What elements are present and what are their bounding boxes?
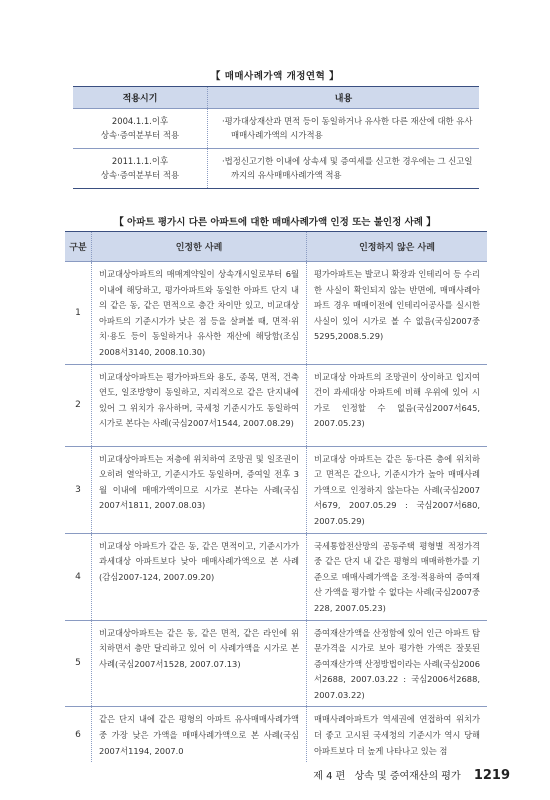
page-number: 1219 <box>473 768 510 783</box>
rejected-case <box>307 707 488 763</box>
row-number: 5 <box>65 620 92 707</box>
rejected-case: 비교대상 아파트는 같은 동·다른 층에 위치하고 면적은 같으나, 기준시가가 높아 매매사례가액으로 인정하지 않는다는 사례(국심2007서679, 2007.05.29 : 국심2007서680, 2007.05.29) <box>307 446 488 533</box>
accepted-case: 비교대상 아파트가 같은 동, 같은 면적이고, 기준시가가 과세대상 아파트보다 낮아 매매사례가액으로 본 사례(감심2007-124, 2007.09.20) <box>92 533 307 620</box>
column-header-period: 적용시기 <box>73 87 208 109</box>
rejected-case: 국세통합전산망의 공동주택 평형별 적정가격 중 같은 단지 내 같은 평형의 매매하한가를 기준으로 매매사례가액을 조정·적용하여 증여재산 가액을 평가할 수 없다는 사례(국심2007중228, 2007.05.23) <box>307 533 488 620</box>
rejected-case: 비교대상 아파트의 조망권이 상이하고 입지여건이 과세대상 아파트에 비해 우위에 있어 시가로 인정할 수 없음(국심2007서645, 2007.05.23) <box>307 364 488 446</box>
row-number: 3 <box>65 446 92 533</box>
column-header-accepted: 인정한 사례 <box>92 232 307 262</box>
column-header-rejected: 인정하지 않은 사례 <box>307 232 488 262</box>
table-row <box>73 109 479 149</box>
table-row <box>65 364 487 446</box>
content-text: ·평가대상재산과 면적 등이 동일하거나 유사한 다른 재산에 대한 유사매매사례가액의 시가적용 <box>222 116 473 140</box>
row-number: 1 <box>65 262 92 365</box>
market-price-cases-table <box>65 231 487 762</box>
table-row <box>65 707 487 763</box>
period-line: 2011.1.1.이후 <box>111 156 169 166</box>
content-text: ·법정신고기한 이내에 상속세 및 증여세를 신고한 경우에는 그 신고일까지의 유사매매사례가액 적용 <box>222 156 473 180</box>
table-row <box>65 446 487 533</box>
table-row <box>65 533 487 620</box>
accepted-case: 비교대상아파트는 평가아파트와 용도, 종목, 면적, 건축연도, 일조방향이 동일하고, 지리적으로 같은 단지내에 있어 그 위치가 유사하며, 국세청 기준시가도 동일하여 시가로 본다는 사례(국심2007서1544, 2007.08.29) <box>92 364 307 446</box>
period-line: 2004.1.1.이후 <box>111 116 169 126</box>
rejected-case: 증여재산가액을 산정함에 있어 인근 아파트 탐문가격을 시가로 보아 평가한 가액은 잘못된 증여재산가액 산정방법이라는 사례(국심2006서2688, 2007.03.22 : 국심2006서2688, 2007.03.22) <box>307 620 488 707</box>
rejected-case-text: 매매사례아파트가 역세권에 연접하여 위치가 더 좋고 고시된 국세청의 기준시가 역시 당해 아파트보다 더 높게 나타나고 있는 점 <box>314 714 480 756</box>
accepted-case-text: 같은 단지 내에 같은 평형의 아파트 유사매매사례가액 중 가장 낮은 가액을 매매사례가액으로 본 사례(국심2007서1194, 2007.0 <box>99 714 299 756</box>
column-header-number: 구분 <box>65 232 92 262</box>
content-cell <box>208 109 480 149</box>
footer-section: 상속 및 증여재산의 평가 <box>354 771 461 782</box>
table2-title: 【 아파트 평가시 다른 아파트에 대한 매매사례가액 인정 또는 불인정 사례 】 <box>114 217 436 228</box>
accepted-case: 비교대상아파트의 매매계약일이 상속개시일로부터 6월 이내에 해당하고, 평가아파트와 동일한 아파트 단지 내의 같은 동, 같은 면적으로 층간 차이만 있고, 비교대상아파트의 기준시가가 낮은 점 등을 살펴볼 때, 면적·위치·용도 등이 동일하거나 유사한 재산에 해당함(조심2008서3140, 2008.10.30) <box>92 262 307 365</box>
table-row <box>65 262 487 365</box>
column-header-content: 내용 <box>208 87 480 109</box>
content-cell <box>208 149 480 189</box>
accepted-case <box>92 707 307 763</box>
row-number: 4 <box>65 533 92 620</box>
table-header-row <box>65 232 487 262</box>
period-cell <box>73 149 208 189</box>
period-line: 상속·증여분부터 적용 <box>100 169 180 180</box>
table-row <box>73 149 479 189</box>
row-number: 2 <box>65 364 92 446</box>
accepted-case: 비교대상아파트는 같은 동, 같은 면적, 같은 라인에 위치하면서 층만 달리하고 있어 이 사례가액을 시가로 본 사례(국심2007서1528, 2007.07.13) <box>92 620 307 707</box>
accepted-case: 비교대상아파트는 저층에 위치하여 조망권 및 일조권이 오히려 열악하고, 기준시가도 동일하며, 증여일 전후 3월 이내에 매매가액이므로 시가로 본다는 사례(국심2007서1811, 2007.08.03) <box>92 446 307 533</box>
revision-history-table <box>73 86 479 189</box>
rejected-case: 평가아파트는 발코니 확장과 인테리어 등 수리한 사실이 확인되지 않는 반면에, 매매사례아파트 경우 매매이전에 인테리어공사를 실시한 사실이 있어 시가로 볼 수 없음(국심2007중5295,2008.5.29) <box>307 262 488 365</box>
footer-part: 제 4 편 <box>313 771 346 782</box>
period-line: 상속·증여분부터 적용 <box>100 129 180 140</box>
period-cell <box>73 109 208 149</box>
table-header-row <box>73 87 479 109</box>
table1-title: 【 매매사례가액 개정연혁 】 <box>210 71 340 82</box>
page-footer <box>313 767 510 783</box>
table-row <box>65 620 487 707</box>
row-number: 6 <box>65 707 92 763</box>
